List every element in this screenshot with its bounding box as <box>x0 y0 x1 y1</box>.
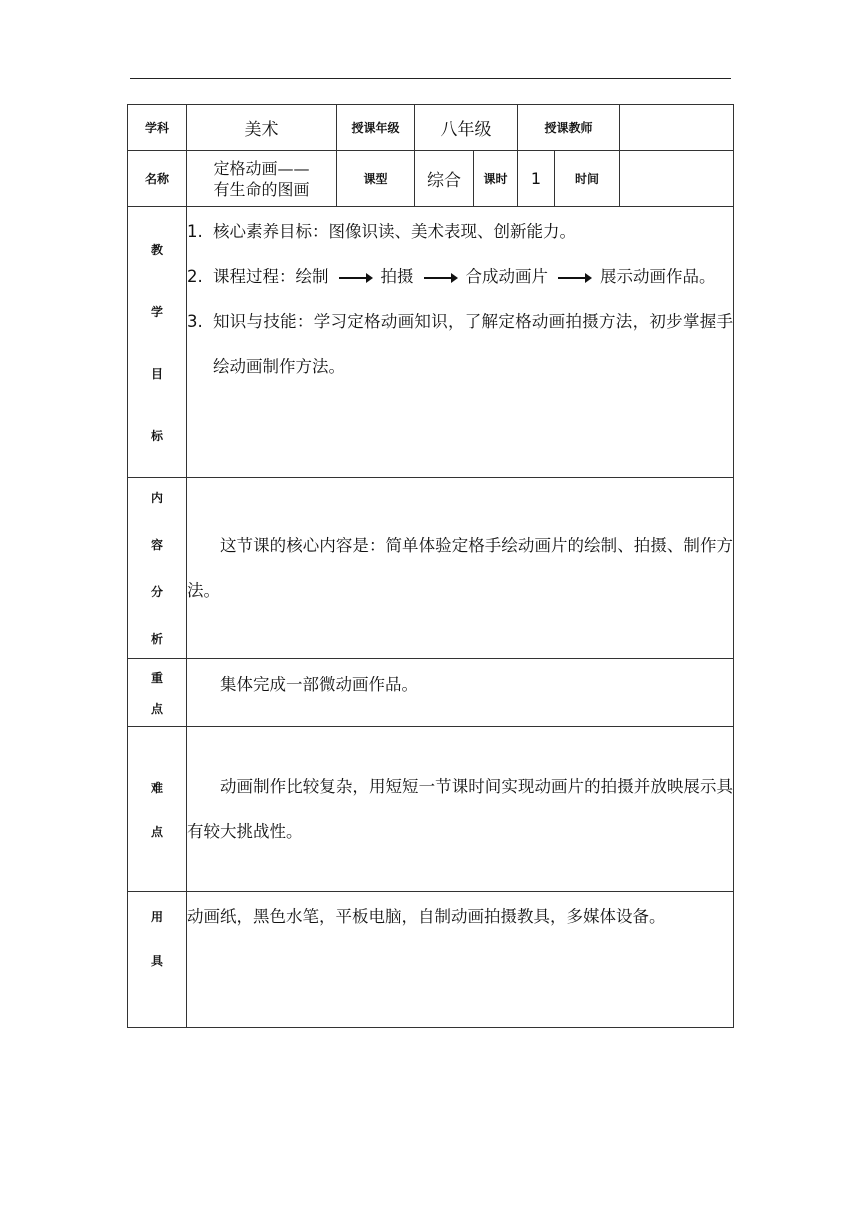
content-label-char: 分 <box>150 585 163 599</box>
content-row <box>128 478 734 659</box>
goals-label-char: 学 <box>150 304 163 319</box>
right-arrow-icon <box>558 277 590 279</box>
focus-label-char: 重 <box>150 670 163 685</box>
subject-label: 学科 <box>128 105 187 151</box>
hours-label: 课时 <box>474 151 518 207</box>
goals-label <box>128 207 187 478</box>
teacher-value <box>620 105 734 151</box>
goal-item <box>187 299 733 389</box>
process-step: 课程过程：绘制 <box>213 267 329 286</box>
goal-item <box>187 209 733 254</box>
goals-content <box>187 207 734 478</box>
lesson-name <box>187 151 337 207</box>
focus-text: 集体完成一部微动画作品。 <box>187 659 734 727</box>
tools-label-char: 具 <box>150 954 163 968</box>
tools-row <box>128 892 734 1028</box>
goal-text: 核心素养目标：图像识读、美术表现、创新能力。 <box>213 222 576 241</box>
lesson-name-line-2: 有生命的图画 <box>213 179 310 199</box>
content-label-char: 容 <box>150 538 163 552</box>
goal-item <box>187 254 733 299</box>
right-arrow-icon <box>339 277 371 279</box>
difficulty-label <box>128 727 187 892</box>
content-text: 这节课的核心内容是：简单体验定格手绘动画片的绘制、拍摄、制作方法。 <box>187 478 734 659</box>
type-label: 课型 <box>337 151 415 207</box>
focus-label <box>128 659 187 727</box>
focus-row <box>128 659 734 727</box>
goal-text <box>213 254 733 299</box>
header-row-2 <box>128 151 734 207</box>
difficulty-text: 动画制作比较复杂，用短短一节课时间实现动画片的拍摄并放映展示具有较大挑战性。 <box>187 727 734 892</box>
teacher-label: 授课教师 <box>518 105 620 151</box>
hours-value: 1 <box>518 151 555 207</box>
goal-number: 2. <box>187 267 203 286</box>
subject-value: 美术 <box>187 105 337 151</box>
difficulty-label-char: 难 <box>150 780 163 795</box>
time-value <box>620 151 734 207</box>
content-label-char: 内 <box>150 491 163 505</box>
difficulty-label-char: 点 <box>150 824 163 839</box>
process-step: 拍摄 <box>380 267 414 286</box>
goals-label-char: 目 <box>150 366 163 381</box>
process-step: 合成动画片 <box>465 267 548 286</box>
header-row-1 <box>128 105 734 151</box>
lesson-name-line-1: 定格动画—— <box>213 158 310 178</box>
content-label <box>128 478 187 659</box>
tools-label-char: 用 <box>150 910 163 924</box>
process-step: 展示动画作品。 <box>600 267 716 286</box>
goals-label-char: 教 <box>150 242 163 257</box>
content-label-char: 析 <box>150 632 163 646</box>
header-rule <box>130 78 731 79</box>
right-arrow-icon <box>424 277 456 279</box>
lesson-plan-table <box>127 104 734 1028</box>
focus-label-char: 点 <box>150 701 163 716</box>
type-value: 综合 <box>415 151 474 207</box>
name-label: 名称 <box>128 151 187 207</box>
time-label: 时间 <box>555 151 620 207</box>
grade-label: 授课年级 <box>337 105 415 151</box>
goal-number: 1. <box>187 222 203 241</box>
goals-label-char: 标 <box>150 428 163 443</box>
tools-label <box>128 892 187 1028</box>
goal-text: 知识与技能：学习定格动画知识，了解定格动画拍摄方法，初步掌握手绘动画制作方法。 <box>213 312 734 376</box>
grade-value: 八年级 <box>415 105 518 151</box>
difficulty-row <box>128 727 734 892</box>
goals-row <box>128 207 734 478</box>
goal-number: 3. <box>187 312 203 331</box>
tools-text: 动画纸，黑色水笔，平板电脑，自制动画拍摄教具，多媒体设备。 <box>187 892 734 1028</box>
